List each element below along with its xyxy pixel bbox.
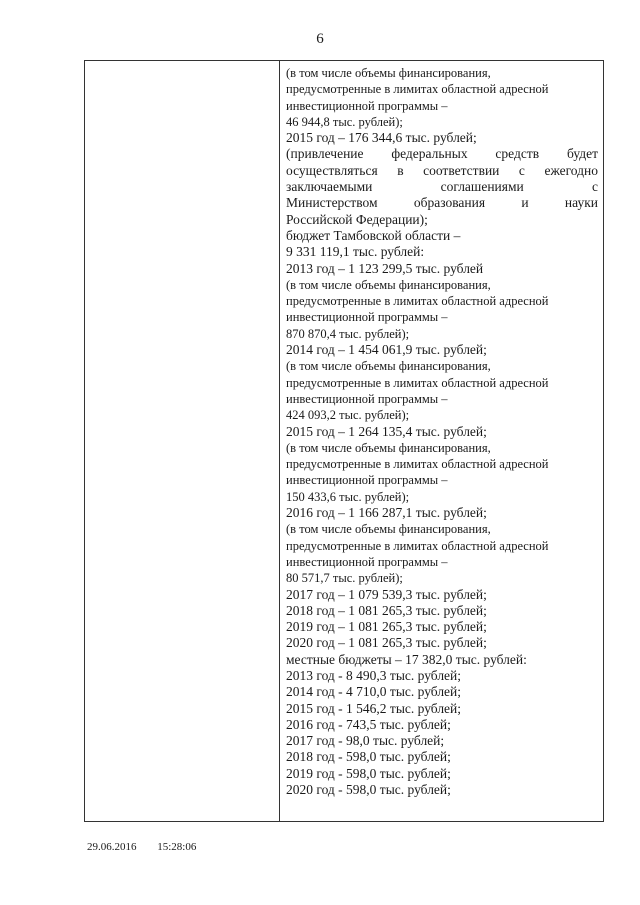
text-line: 2017 год – 1 079 539,3 тыс. рублей; (286, 586, 487, 602)
text-line: 2020 год - 598,0 тыс. рублей; (286, 782, 451, 798)
text-line: 2015 год – 176 344,6 тыс. рублей; (286, 130, 477, 146)
text-line: инвестиционной программы – (286, 310, 448, 325)
text-line: 2018 год - 598,0 тыс. рублей; (286, 749, 451, 765)
funding-text-column (286, 65, 598, 798)
text-line: осуществляться в соответствии с ежегодно (286, 162, 598, 178)
text-line: 2013 год – 1 123 299,5 тыс. рублей (286, 260, 484, 276)
text-line: инвестиционной программы – (286, 554, 448, 569)
text-line: 2016 год - 743,5 тыс. рублей; (286, 716, 451, 732)
text-line: 2013 год - 8 490,3 тыс. рублей; (286, 667, 462, 683)
text-line: предусмотренные в лимитах областной адресной (286, 457, 549, 472)
text-line: 46 944,8 тыс. рублей); (286, 114, 403, 129)
text-line: 2015 год – 1 264 135,4 тыс. рублей; (286, 423, 487, 439)
text-line: инвестиционной программы – (286, 98, 448, 113)
text-line: (в том числе объемы финансирования, (286, 440, 491, 455)
text-line: 2019 год – 1 081 265,3 тыс. рублей; (286, 619, 487, 635)
text-line: 80 571,7 тыс. рублей); (286, 571, 403, 586)
text-line: 150 433,6 тыс. рублей); (286, 489, 410, 504)
text-line: (привлечение федеральных средств будет (286, 146, 598, 162)
text-line: 2020 год – 1 081 265,3 тыс. рублей; (286, 635, 487, 651)
text-line: 9 331 119,1 тыс. рублей: (286, 244, 425, 260)
print-time: 15:28:06 (157, 841, 197, 853)
text-line: бюджет Тамбовской области – (286, 227, 461, 243)
text-line: предусмотренные в лимитах областной адресной (286, 375, 549, 390)
text-line: 2014 год – 1 454 061,9 тыс. рублей; (286, 342, 487, 358)
text-line: 2017 год - 98,0 тыс. рублей; (286, 733, 445, 749)
column-divider (279, 60, 280, 822)
text-line: предусмотренные в лимитах областной адресной (286, 82, 549, 97)
text-line: заключаемыми соглашениями с (286, 179, 598, 195)
print-timestamp (87, 841, 196, 853)
page-number: 6 (316, 31, 324, 47)
text-line: 870 870,4 тыс. рублей); (286, 326, 410, 341)
print-date: 29.06.2016 (87, 841, 137, 853)
text-line: 2019 год - 598,0 тыс. рублей; (286, 765, 451, 781)
text-line: (в том числе объемы финансирования, (286, 277, 491, 292)
text-line: 2016 год – 1 166 287,1 тыс. рублей; (286, 505, 487, 521)
text-line: предусмотренные в лимитах областной адресной (286, 294, 549, 309)
text-line: (в том числе объемы финансирования, (286, 359, 491, 374)
text-line: предусмотренные в лимитах областной адресной (286, 538, 549, 553)
text-line: инвестиционной программы – (286, 473, 448, 488)
text-line: местные бюджеты – 17 382,0 тыс. рублей: (286, 651, 527, 667)
text-line: 424 093,2 тыс. рублей); (286, 408, 410, 423)
text-line: (в том числе объемы финансирования, (286, 522, 491, 537)
text-line: инвестиционной программы – (286, 391, 448, 406)
text-line: Министерством образования и науки (286, 195, 598, 211)
text-line: 2015 год - 1 546,2 тыс. рублей; (286, 700, 462, 716)
text-line: (в том числе объемы финансирования, (286, 66, 491, 80)
text-line: 2014 год - 4 710,0 тыс. рублей; (286, 684, 462, 700)
text-line: Российской Федерации); (286, 211, 428, 227)
text-line: 2018 год – 1 081 265,3 тыс. рублей; (286, 602, 487, 618)
